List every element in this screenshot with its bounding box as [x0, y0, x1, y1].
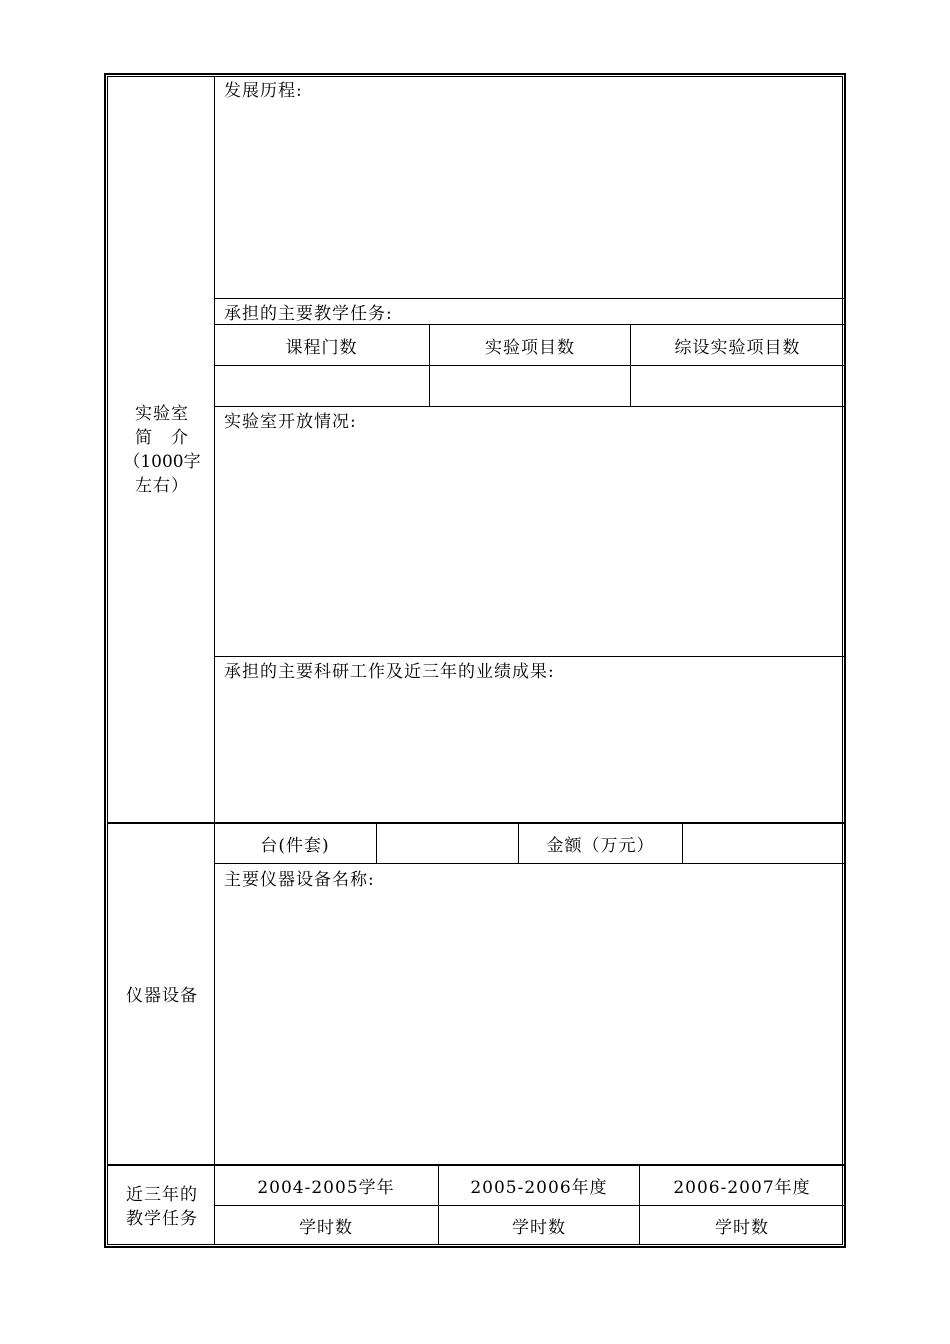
value-experiment-count[interactable]: [430, 366, 630, 406]
amount-label: 金额（万元）: [546, 836, 655, 856]
units-value[interactable]: [377, 824, 518, 863]
intro-label-line-2: 简 介: [135, 428, 189, 448]
year-header-3: 2006-2007年度: [673, 1178, 811, 1198]
teaching-col-divider-2: [630, 324, 631, 406]
value-course-count[interactable]: [214, 366, 429, 406]
equipment-names-label: 主要仪器设备名称:: [224, 870, 375, 890]
intro-label-line-3: （1000字: [123, 452, 201, 472]
intro-label-line-4: 左右）: [135, 476, 189, 496]
teaching-years-label-line-2: 教学任务: [126, 1209, 198, 1229]
teaching-col-divider-1: [429, 324, 430, 406]
hours-label-2: 学时数: [512, 1218, 566, 1238]
amount-value[interactable]: [683, 824, 844, 863]
divider-equipment-names: [214, 863, 844, 864]
history-label: 发展历程:: [224, 81, 303, 101]
intro-label-line-1: 实验室: [135, 404, 189, 424]
hours-label-1: 学时数: [299, 1218, 353, 1238]
hours-label-3: 学时数: [715, 1218, 769, 1238]
units-label: 台(件套): [260, 836, 330, 856]
lab-open-label: 实验室开放情况:: [224, 412, 357, 432]
header-experiment-count: 实验项目数: [485, 337, 575, 358]
research-label: 承担的主要科研工作及近三年的业绩成果:: [224, 662, 555, 682]
value-comprehensive-experiment-count[interactable]: [631, 366, 844, 406]
year-header-2: 2005-2006年度: [470, 1178, 608, 1198]
teaching-tasks-label: 承担的主要教学任务:: [224, 304, 393, 324]
divider-open: [214, 406, 844, 407]
years-col-divider-2: [639, 1166, 640, 1245]
header-course-count: 课程门数: [285, 337, 358, 358]
equipment-section-label: 仪器设备: [126, 986, 198, 1006]
label-column-divider: [214, 76, 215, 1245]
header-comprehensive-experiment-count: 综设实验项目数: [674, 337, 801, 358]
intro-section-label: [122, 402, 202, 498]
table-inner-border: [107, 76, 843, 1245]
teaching-years-label: [110, 1183, 214, 1231]
year-header-1: 2004-2005学年: [257, 1178, 395, 1198]
years-col-divider-1: [438, 1166, 439, 1245]
divider-history: [214, 298, 844, 299]
teaching-years-label-line-1: 近三年的: [126, 1185, 198, 1205]
divider-research: [214, 656, 844, 657]
